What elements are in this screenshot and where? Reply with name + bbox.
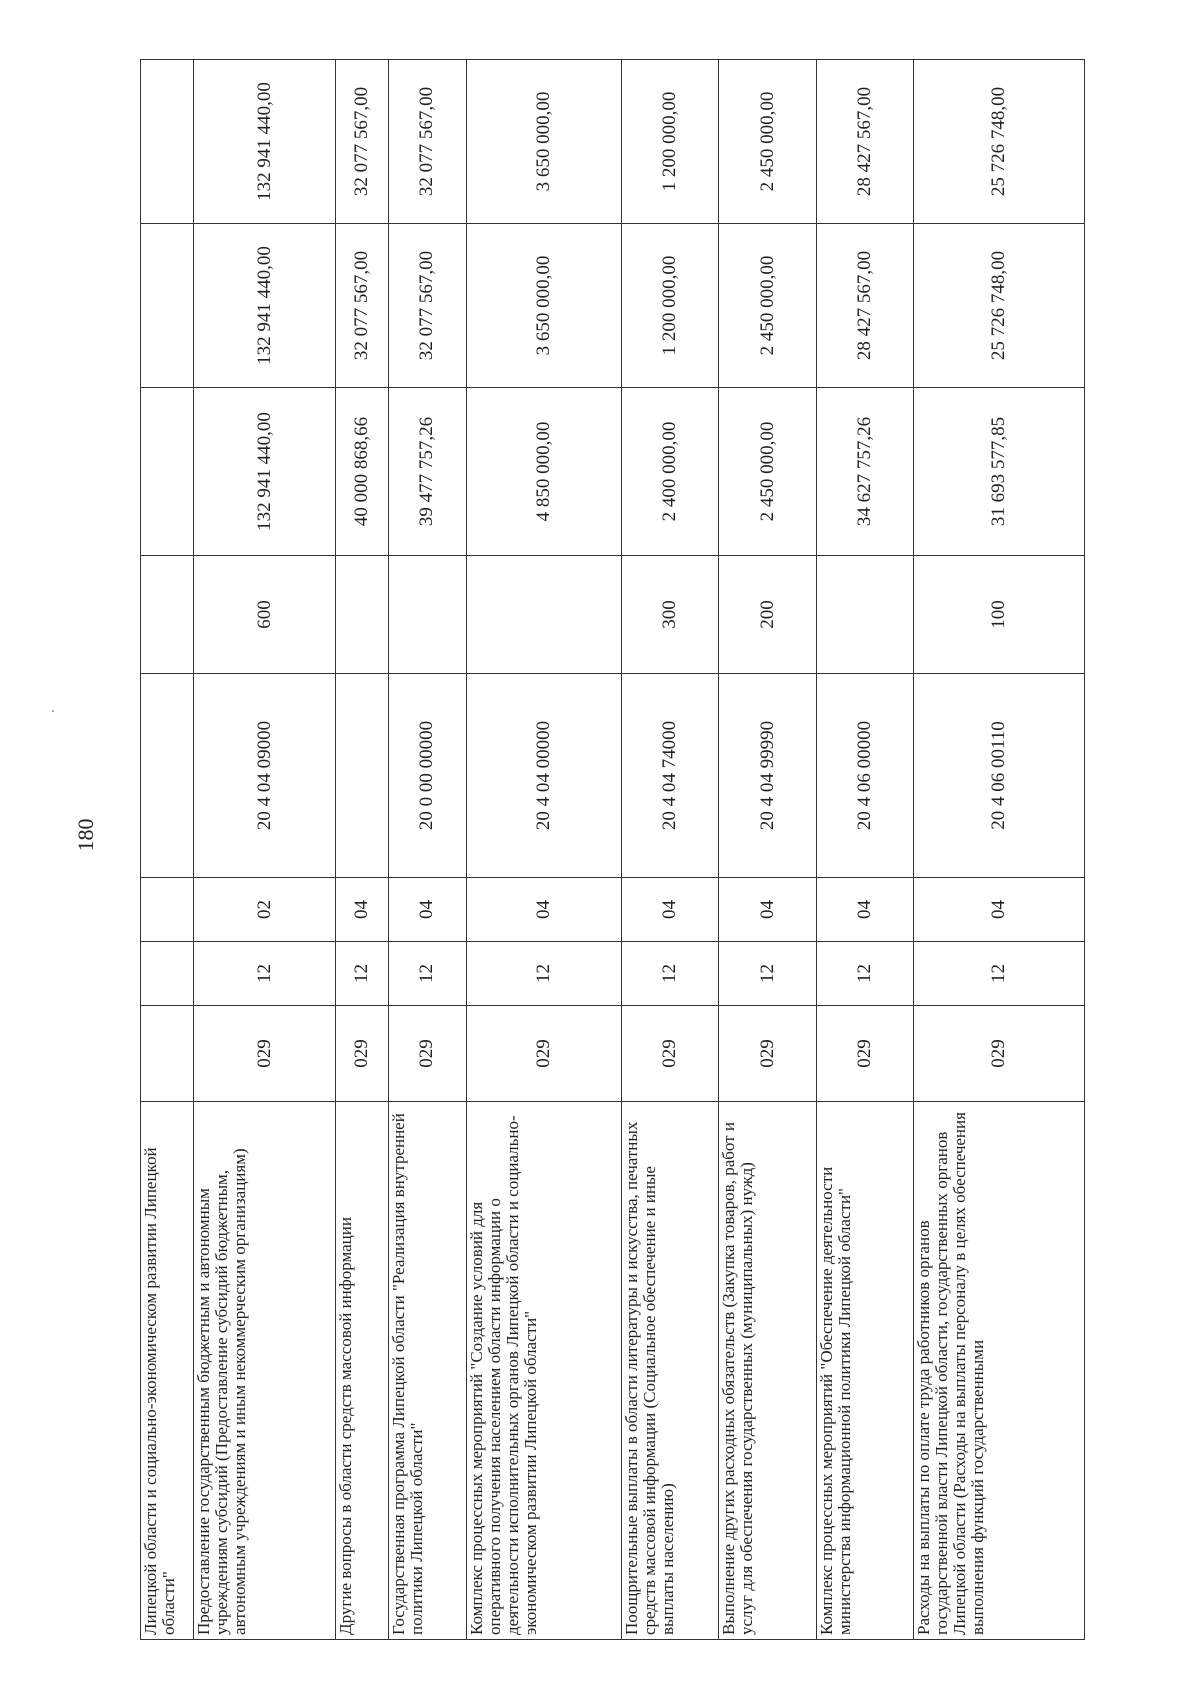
cell-name: Липецкой области и социально-экономическом развитии Липецкой области" — [141, 1102, 194, 1640]
cell-target: 20 4 04 74000 — [621, 674, 719, 878]
cell-sum2: 28 427 567,00 — [816, 224, 914, 388]
table-row — [621, 60, 719, 1640]
cell-sum1 — [141, 388, 194, 556]
cell-sum2: 1 200 000,00 — [621, 224, 719, 388]
cell-sum1: 31 693 577,85 — [914, 388, 1085, 556]
page-number: 180 — [73, 818, 98, 852]
cell-sum2: 3 650 000,00 — [466, 224, 621, 388]
cell-expense — [389, 556, 467, 674]
cell-sum3: 28 427 567,00 — [816, 60, 914, 224]
cell-sum3: 132 941 440,00 — [194, 60, 336, 224]
table-body — [141, 60, 1085, 1640]
cell-sum1: 34 627 757,26 — [816, 388, 914, 556]
cell-target — [141, 674, 194, 878]
cell-admin: 029 — [621, 1006, 719, 1102]
cell-admin: 029 — [466, 1006, 621, 1102]
cell-sum1: 132 941 440,00 — [194, 388, 336, 556]
rotated-table-wrapper — [140, 60, 1085, 1640]
cell-section: 12 — [621, 942, 719, 1006]
cell-sum3: 25 726 748,00 — [914, 60, 1085, 224]
cell-expense: 200 — [719, 556, 817, 674]
table-row — [816, 60, 914, 1640]
cell-subsection: 04 — [621, 878, 719, 942]
cell-name: Другие вопросы в области средств массовой информации — [335, 1102, 388, 1640]
cell-subsection: 04 — [335, 878, 388, 942]
scan-speck — [52, 710, 54, 712]
table-row — [389, 60, 467, 1640]
cell-target: 20 4 06 00110 — [914, 674, 1085, 878]
cell-section: 12 — [914, 942, 1085, 1006]
cell-sum3: 32 077 567,00 — [335, 60, 388, 224]
cell-sum2: 32 077 567,00 — [389, 224, 467, 388]
cell-target: 20 0 00 00000 — [389, 674, 467, 878]
cell-sum1: 40 000 868,66 — [335, 388, 388, 556]
cell-name: Комплекс процессных мероприятий "Создание условий для оперативного получения населением области информации о деятельности исполнительных органов Липецкой области и социально-экономическом развитии Липецкой области" — [466, 1102, 621, 1640]
cell-sum3: 3 650 000,00 — [466, 60, 621, 224]
table-row — [466, 60, 621, 1640]
cell-section: 12 — [389, 942, 467, 1006]
cell-expense — [816, 556, 914, 674]
cell-section: 12 — [335, 942, 388, 1006]
cell-expense: 600 — [194, 556, 336, 674]
cell-admin: 029 — [194, 1006, 336, 1102]
cell-target — [335, 674, 388, 878]
cell-subsection: 04 — [389, 878, 467, 942]
cell-section: 12 — [466, 942, 621, 1006]
cell-name: Расходы на выплаты по оплате труда работников органов государственной власти Липецкой области, государственных органов Липецкой области (Расходы на выплаты персоналу в целях обеспечения выполнения функций государственными — [914, 1102, 1085, 1640]
cell-subsection: 04 — [816, 878, 914, 942]
cell-admin: 029 — [335, 1006, 388, 1102]
cell-expense: 300 — [621, 556, 719, 674]
budget-table — [140, 59, 1085, 1640]
cell-expense — [335, 556, 388, 674]
cell-expense — [466, 556, 621, 674]
table-row — [141, 60, 194, 1640]
cell-name: Государственная программа Липецкой области "Реализация внутренней политики Липецкой области" — [389, 1102, 467, 1640]
cell-target: 20 4 06 00000 — [816, 674, 914, 878]
cell-admin: 029 — [389, 1006, 467, 1102]
table-row — [719, 60, 817, 1640]
cell-sum3: 32 077 567,00 — [389, 60, 467, 224]
cell-sum1: 39 477 757,26 — [389, 388, 467, 556]
cell-subsection: 04 — [466, 878, 621, 942]
cell-subsection: 02 — [194, 878, 336, 942]
cell-sum1: 2 400 000,00 — [621, 388, 719, 556]
cell-sum2: 2 450 000,00 — [719, 224, 817, 388]
cell-sum2: 32 077 567,00 — [335, 224, 388, 388]
table-row — [335, 60, 388, 1640]
table-row — [914, 60, 1085, 1640]
cell-admin: 029 — [816, 1006, 914, 1102]
cell-sum2 — [141, 224, 194, 388]
cell-target: 20 4 04 00000 — [466, 674, 621, 878]
cell-subsection — [141, 878, 194, 942]
cell-expense — [141, 556, 194, 674]
cell-name: Выполнение других расходных обязательств (Закупка товаров, работ и услуг для обеспечения государственных (муниципальных) нужд) — [719, 1102, 817, 1640]
cell-section — [141, 942, 194, 1006]
cell-sum1: 2 450 000,00 — [719, 388, 817, 556]
cell-expense: 100 — [914, 556, 1085, 674]
cell-sum2: 132 941 440,00 — [194, 224, 336, 388]
cell-section: 12 — [194, 942, 336, 1006]
cell-section: 12 — [816, 942, 914, 1006]
cell-target: 20 4 04 09000 — [194, 674, 336, 878]
cell-name: Поощрительные выплаты в области литературы и искусства, печатных средств массовой информации (Социальное обеспечение и иные выплаты населению) — [621, 1102, 719, 1640]
cell-sum1: 4 850 000,00 — [466, 388, 621, 556]
cell-target: 20 4 04 99990 — [719, 674, 817, 878]
cell-sum3 — [141, 60, 194, 224]
cell-admin: 029 — [914, 1006, 1085, 1102]
table-row — [194, 60, 336, 1640]
cell-name: Предоставление государственным бюджетным и автономным учреждениям субсидий (Предоставление субсидий бюджетным, автономным учреждениям и иным некоммерческим организациям) — [194, 1102, 336, 1640]
cell-subsection: 04 — [719, 878, 817, 942]
cell-sum2: 25 726 748,00 — [914, 224, 1085, 388]
cell-sum3: 2 450 000,00 — [719, 60, 817, 224]
cell-subsection: 04 — [914, 878, 1085, 942]
cell-admin — [141, 1006, 194, 1102]
cell-admin: 029 — [719, 1006, 817, 1102]
cell-section: 12 — [719, 942, 817, 1006]
cell-sum3: 1 200 000,00 — [621, 60, 719, 224]
cell-name: Комплекс процессных мероприятий "Обеспечение деятельности министерства информационной политики Липецкой области" — [816, 1102, 914, 1640]
